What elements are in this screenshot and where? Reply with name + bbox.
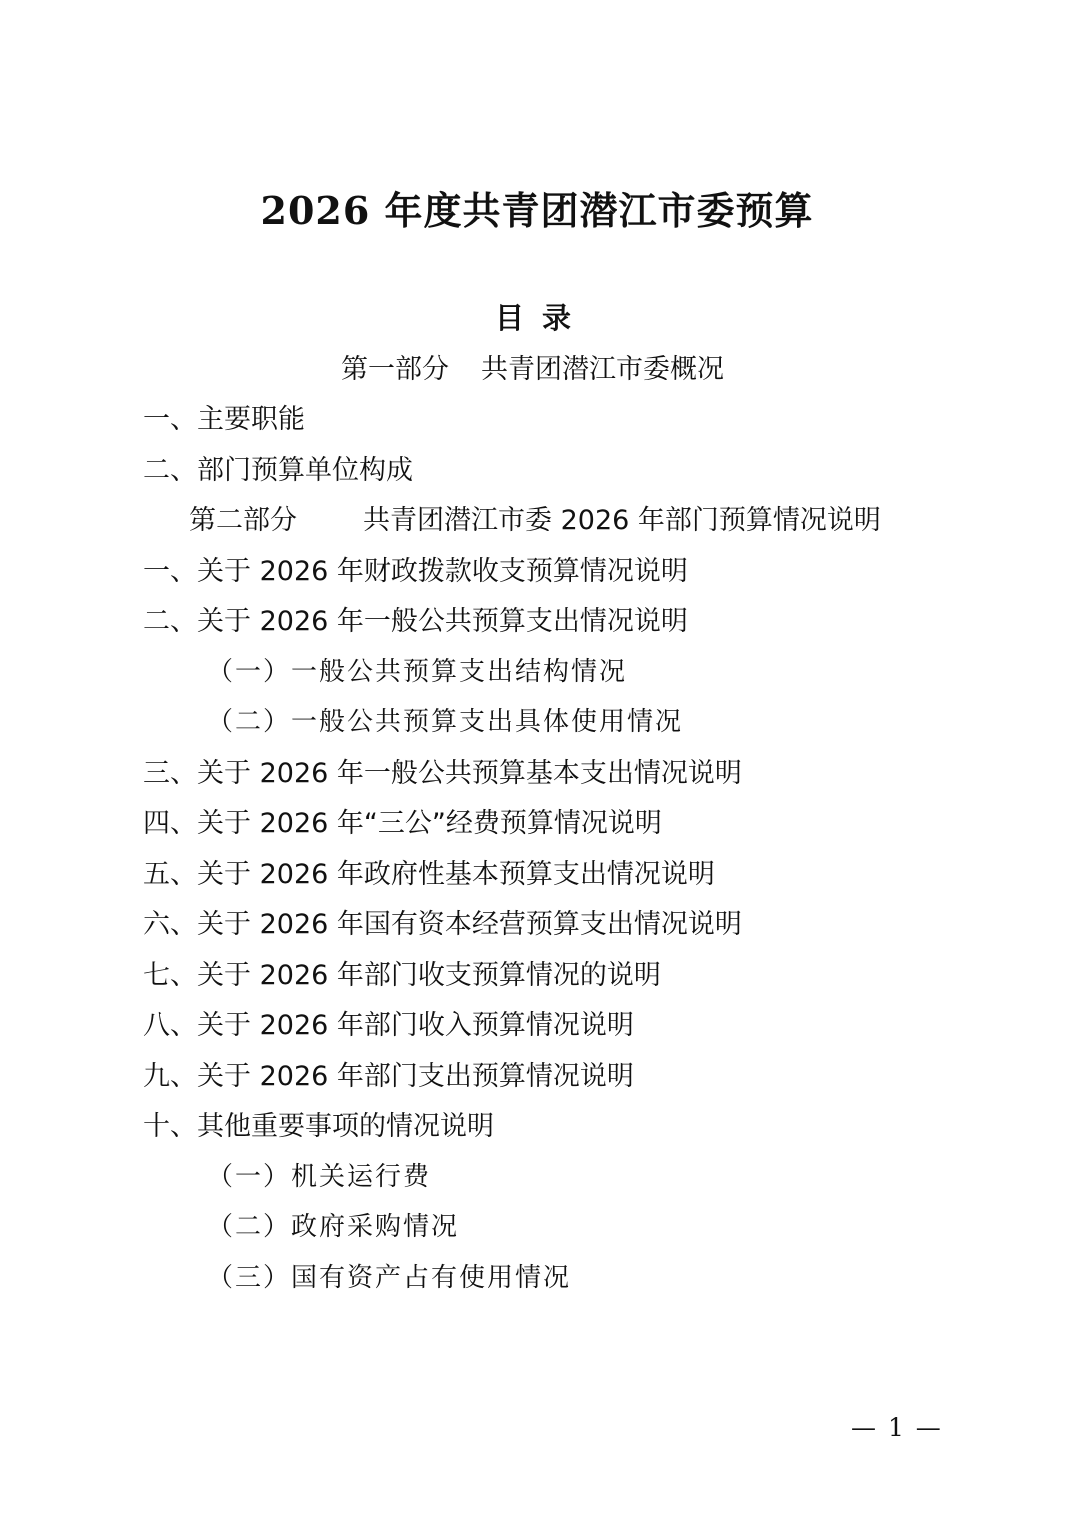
page-number: — 1 — [851, 1413, 943, 1442]
part1-title: 共青团潜江市委概况 [481, 354, 724, 385]
toc-item-main-functions: 一、主要职能 [143, 404, 305, 435]
part2-label: 第二部分 [189, 505, 297, 536]
toc-subitem-procurement: （二）政府采购情况 [207, 1212, 460, 1242]
part2-title: 共青团潜江市委 2026 年部门预算情况说明 [363, 505, 881, 536]
toc-item-dept-expenditure: 九、关于 2026 年部门支出预算情况说明 [143, 1061, 634, 1092]
toc-heading: 目录 [494, 301, 589, 335]
toc-item-state-capital: 六、关于 2026 年国有资本经营预算支出情况说明 [143, 909, 742, 940]
toc-item-fiscal-appropriation: 一、关于 2026 年财政拨款收支预算情况说明 [143, 556, 688, 587]
part1-heading [341, 354, 724, 386]
part2-heading [189, 505, 881, 537]
toc-item-government-fund: 五、关于 2026 年政府性基本预算支出情况说明 [143, 859, 715, 890]
document-title: 2026 年度共青团潜江市委预算 [260, 188, 814, 233]
toc-item-budget-units: 二、部门预算单位构成 [143, 455, 413, 486]
toc-subitem-expenditure-usage: （二）一般公共预算支出具体使用情况 [207, 707, 684, 737]
toc-item-basic-expenditure: 三、关于 2026 年一般公共预算基本支出情况说明 [143, 758, 742, 789]
toc-subitem-expenditure-structure: （一）一般公共预算支出结构情况 [207, 657, 628, 687]
part1-label: 第一部分 [341, 354, 449, 385]
toc-item-general-public-budget: 二、关于 2026 年一般公共预算支出情况说明 [143, 606, 688, 637]
toc-subitem-operating-costs: （一）机关运行费 [207, 1162, 432, 1192]
toc-item-dept-income: 八、关于 2026 年部门收入预算情况说明 [143, 1010, 634, 1041]
toc-item-dept-income-expenditure: 七、关于 2026 年部门收支预算情况的说明 [143, 960, 661, 991]
toc-subitem-state-assets: （三）国有资产占有使用情况 [207, 1263, 572, 1293]
toc-item-other-matters: 十、其他重要事项的情况说明 [143, 1111, 494, 1142]
toc-item-three-public: 四、关于 2026 年“三公”经费预算情况说明 [143, 808, 662, 839]
